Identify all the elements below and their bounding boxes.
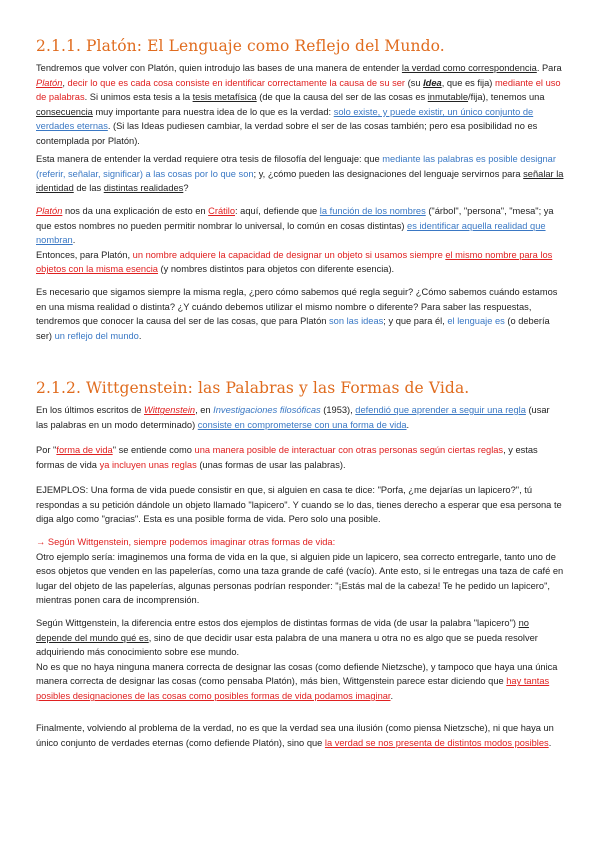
paragraph xyxy=(36,443,564,472)
text-run: ; y que para él, xyxy=(383,316,448,327)
text-run: : aquí, defiende que xyxy=(235,206,320,216)
text-run: (de que la causa del ser de las cosas es xyxy=(256,92,428,103)
text-run: distintas realidades xyxy=(103,183,184,194)
text-run: Es necesario que sigamos siempre la misma regla, ¿pero cómo sabemos qué regla seguir? ¿Cómo sabemos cuándo estamos en una misma realidad o distinta? ¿Y cuándo debemos utilizar el mismo nombre o diferente? Para saber las respuestas, tendremos que conocer la causa del ser de las cosas, que para Platón xyxy=(36,287,558,327)
text-run: EJEMPLOS: Una forma de vida puede consistir en que, si alguien en casa te dice: "Porfa, ¿me dejarías un lapicero?", tú respondas a su petición dándole un objeto llamado "lapicero". Y cuando se lo das, tienes derecho a esperar que esa persona te diga algo como "gracias". Esta es una posible forma de vida. Pero solo una posible. xyxy=(36,485,562,525)
text-run: consecuencia xyxy=(36,106,93,117)
text-run: hay tantas posibles designaciones de las cosas como posibles formas de vida podamos imaginar xyxy=(36,676,550,701)
text-run: forma de vida xyxy=(56,445,113,455)
text-run: . xyxy=(548,737,552,748)
paragraph xyxy=(36,483,564,527)
text-run: . xyxy=(406,419,410,430)
text-run: (o debería ser) xyxy=(36,316,550,341)
text-run: . xyxy=(72,235,76,246)
text-run: . (Si las Ideas pudiesen cambiar, la verdad sobre el ser de las cosas también; pero esa posibilidad no es contemplada por Platón). xyxy=(36,121,538,146)
text-run: → Según Wittgenstein, siempre podemos imaginar otras formas de vida: xyxy=(36,537,336,547)
text-run: (usar las palabras en un modo determinado) xyxy=(36,405,550,430)
text-run: ("árbol", "persona", "mesa"; ya que estos nombres no pueden permitir nombrar lo universal, lo común en cosas distintas) xyxy=(36,206,554,231)
text-run: ya incluyen unas reglas xyxy=(99,459,197,470)
text-run: un reflejo del mundo xyxy=(54,330,139,341)
text-run: mediante las palabras es posible designar (referir, señalar, significar) a las cosas por lo que son xyxy=(36,154,556,179)
text-run: la verdad como correspondencia xyxy=(401,63,537,73)
section-title-wittgenstein: 2.1.2. Wittgenstein: las Palabras y las Formas de Vida. xyxy=(36,379,470,397)
text-run: Idea xyxy=(423,77,442,88)
text-run: , sino de que decidir usar esta palabra de una manera u otra no es algo que se pueda resolver adquiriendo más conocimiento sobre ese mundo. xyxy=(36,632,538,658)
text-run: En los últimos escritos de xyxy=(36,405,144,415)
text-run: Entonces, para Platón, xyxy=(36,249,133,260)
text-run: Según Wittgenstein, la diferencia entre estos dos ejemplos de distintas formas de vida (de usar la palabra "lapicero") xyxy=(36,618,519,628)
section-title-platon: 2.1.1. Platón: El Lenguaje como Reflejo del Mundo. xyxy=(36,37,445,55)
text-run: /fija), tenemos una xyxy=(468,92,545,103)
text-run: Tendremos que volver con Platón, quien introdujo las bases de una manera de entender xyxy=(36,63,402,73)
paragraph xyxy=(36,721,564,750)
text-run: . Si unimos esta tesis a la xyxy=(84,92,193,103)
text-run: la verdad se nos presenta de distintos modos posibles xyxy=(324,737,549,748)
text-run: , que es fija) xyxy=(441,77,495,88)
paragraph xyxy=(36,535,564,608)
text-run: nos da una explicación de esto en xyxy=(62,206,209,216)
text-run: Investigaciones filosóficas xyxy=(213,405,321,415)
text-run: el mismo nombre para los objetos con la misma esencia xyxy=(36,249,553,275)
text-run: decir lo que es cada cosa consiste en identificar correctamente la causa de su ser xyxy=(67,77,405,88)
text-run: (y nombres distintos para objetos con diferente esencia). xyxy=(157,264,395,275)
text-run: Wittgenstein xyxy=(144,405,196,415)
text-run: inmutable xyxy=(427,92,469,103)
text-run: un nombre adquiere la capacidad de designar un objeto si usamos siempre xyxy=(132,249,446,260)
text-run: tesis metafísica xyxy=(192,92,257,103)
text-run: No es que no haya ninguna manera correcta de designar las cosas (como defiende Nietzsche), y tampoco que haya una única manera correcta de designar las cosas (como pensaba Platón), más bien, Wittgenstein parece estar diciendo que xyxy=(36,661,558,687)
text-run: Esta manera de entender la verdad requiere otra tesis de filosofía del lenguaje: que xyxy=(36,154,383,164)
text-run: consiste en comprometerse con una forma de vida xyxy=(197,419,407,430)
text-run: muy importante para nuestra idea de lo que es la verdad: xyxy=(92,106,334,117)
text-run: mediante el uso de palabras xyxy=(36,77,561,103)
text-run: no depende del mundo qué es xyxy=(36,618,529,643)
text-run: de las xyxy=(73,183,104,194)
text-run: son las ideas xyxy=(329,316,384,327)
text-run: Por " xyxy=(36,445,57,455)
text-run: , xyxy=(62,77,68,88)
text-run: Platón xyxy=(36,77,63,88)
text-run: , en xyxy=(195,405,214,415)
text-run: una manera posible de interactuar con otras personas según ciertas reglas xyxy=(194,445,504,455)
text-run: . xyxy=(138,330,142,341)
text-run: señalar la identidad xyxy=(36,168,564,194)
text-run: Crátilo xyxy=(208,206,236,216)
text-run: ? xyxy=(183,183,189,194)
text-run: Finalmente, volviendo al problema de la verdad, no es que la verdad sea una ilusión (como piensa Nietzsche), ni que haya un único conjunto de verdades eternas (como defiende Platón), sino que xyxy=(36,723,554,748)
text-run: . xyxy=(390,690,394,701)
paragraph xyxy=(36,285,564,343)
text-run: ; y, ¿cómo pueden las designaciones del lenguaje servirnos para xyxy=(253,168,524,179)
text-run: es identificar aquella realidad que nombran xyxy=(36,220,546,246)
paragraph xyxy=(36,204,564,277)
text-run: Platón xyxy=(36,206,63,216)
paragraph xyxy=(36,403,564,432)
text-run: el lenguaje es xyxy=(447,316,505,327)
paragraph xyxy=(36,152,564,196)
text-run: (su xyxy=(405,77,424,88)
paragraph xyxy=(36,61,564,149)
text-run: (1953), xyxy=(320,405,356,415)
text-run: " se entiende como xyxy=(112,445,195,455)
text-run: la función de los nombres xyxy=(319,206,426,216)
text-run: , y estas formas de vida xyxy=(36,445,538,470)
text-run: . Para xyxy=(536,63,562,73)
text-run: defendió que aprender a seguir una regla xyxy=(355,405,526,415)
text-run: solo existe, y puede existir, un único conjunto de verdades eternas xyxy=(36,106,534,132)
text-run: (unas formas de usar las palabras). xyxy=(196,459,346,470)
text-run: Otro ejemplo sería: imaginemos una forma de vida en la que, si alguien pide un lapicero, sea correcto entregarle, tanto uno de esos objetos que venden en las papelerías, como una taza grande de café (vacío). Ante esto, si le entregas una taza de café en lugar del objeto de las papelerías, algunas personas podrían responder: "¡Estás mal de la cabeza! Te he pedido un lapicero", mientras ponen cara de incomprensión. xyxy=(36,551,564,606)
paragraph xyxy=(36,616,564,704)
